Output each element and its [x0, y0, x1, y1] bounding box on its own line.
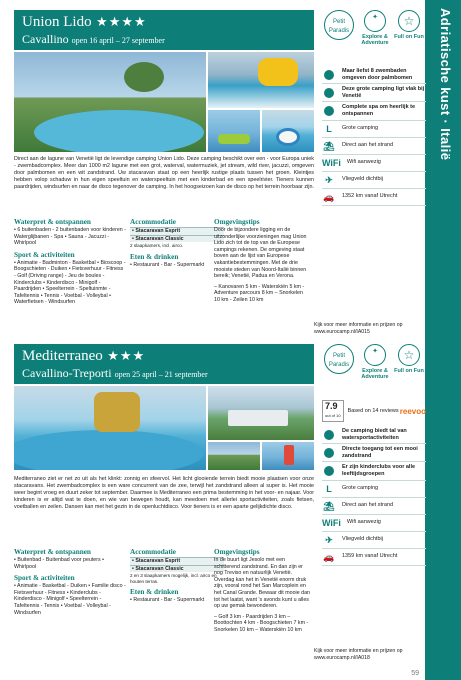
water-heading: Waterpret & ontspannen: [14, 548, 91, 556]
fun-label: Full on Fun: [394, 34, 424, 40]
food-heading: Eten & drinken: [130, 588, 179, 597]
campsite-photo: [208, 442, 260, 470]
sail-shape: [284, 445, 294, 465]
palm-shape: [124, 62, 164, 92]
pool-water-shape: [14, 430, 204, 470]
theme-badges: [322, 344, 426, 386]
slide-shape: [94, 392, 140, 432]
review-score-value: 7.9: [325, 401, 338, 411]
fact-text: 1359 km vanaf Utrecht: [342, 553, 398, 560]
accommodation-column: [130, 218, 224, 268]
more-info-link[interactable]: Kijk voor meer informatie en prijzen op www.eurocamp.nl/IA015: [314, 322, 403, 335]
fact-item: [322, 121, 426, 138]
explore-badge: [358, 344, 392, 380]
fact-item: [322, 515, 426, 532]
camping-name: Union Lido: [22, 14, 92, 30]
footprints-icon: ✦: [364, 344, 386, 366]
star-rating: ★★★★: [96, 14, 147, 29]
fact-item: [322, 498, 426, 515]
sport-text: • Animatie - Badminton - Basketbal • Bioscoop - Boogschieten - Duiken • Fietsverhuur - Fitness - Golf (Driving range) - Jeu de boules - Kinderclubs • Kinderdisco - Minigolf - Paardrijden • Speelterrein - Speltuinmte - Tafeltennis • Tennis - Voetbal - Volleybal • Waterfietsen - Windsurfen: [14, 259, 126, 306]
highlight-text: Er zijn kinderclubs voor alle leeftijdsgroepen: [342, 464, 416, 477]
page-number: 59: [411, 670, 419, 677]
fact-item: [322, 155, 426, 172]
review-count: Based on 14 reviews: [347, 408, 399, 414]
surroundings-heading: Omgevingstips: [214, 548, 260, 556]
camping-union-lido: [14, 10, 425, 346]
beach-icon: ⛱: [323, 140, 335, 151]
fun-badge: [392, 344, 426, 374]
bullet-icon: [324, 430, 334, 440]
ring-shape: [276, 128, 300, 146]
highlight-text: Deze grote camping ligt vlak bij Venetië: [342, 86, 425, 99]
surroundings-heading: Omgevingstips: [214, 218, 260, 226]
camping-period: open 25 april – 21 september: [114, 370, 208, 379]
fun-badge: [392, 10, 426, 40]
fact-text: Wifi aanwezig: [346, 159, 381, 166]
camping-description: Direct aan de lagune van Venetië ligt de levendige camping Union Lido. Deze camping beschikt over een - voor Europa uniek - zwembadcomplex. Meer dan 1000 m2 lagune met een grot, waterval, watermuziek, jet stream, wild river, jacuzzi, omgeven door palmbomen en een wit zandstrand. Uw stacaravan staat op een heerlijk rustige plaats tussen het groen. Kleintjes hebben volop schaduw in hun eigen speeltuin en waterspeeltuin met een kinderbad en een speelrivier. Tieners kunnen paardrijden, windsurfen en naar de disco tegenover de camping. In het hoogseizoen kan de disco op het terrein hoorbaar zijn.: [14, 156, 314, 190]
water-column: [14, 218, 126, 306]
mobile-homes-photo: [208, 386, 314, 440]
airplane-icon: ✈: [325, 534, 333, 545]
camping-period: open 16 april – 27 september: [71, 36, 165, 45]
wifi-icon: WiFi: [322, 517, 341, 528]
windsurf-photo: [262, 442, 314, 470]
surroundings-text: Door de bijzondere ligging en de uitzonderlijke voorzieningen mag Union Lido zich tot de top van de Europese campings rekenen. De omgeving staat boven aan de lijst van Europese vakantiebestemmingen. Met de drie mooiste steden van Noord-Italië binnen bereik; Venetië, Padua en Verona.: [214, 227, 307, 280]
explore-label: Explore & Adventure: [361, 34, 389, 46]
water-heading: Waterpret & ontspannen: [14, 218, 91, 226]
camping-description: Mediterraneo ziet er net zo uit als het klinkt: zonnig en sfeervol. Het licht glooiende terrein biedt mooie plaatsen voor onze stacaravans. Het zwembadcomplex is een ware concurrent van de zee, terwijl het zandstrand alleen al super is. Het mooie weer begint vroeg en duurt zeker tot september. Daarmee is Mediterraneo een prima bestemming in het voor- en najaar. Voor kinderen is er altijd wat te doen, en wie van bewegen houdt, kan meedoen met allerlei sportactiviteiten, zoals fietsen, voetballen en zeilen. Dansen kan met het gezin in de openluchtdisco. Voor tieners is er een aparte gelijkdichte disco.: [14, 476, 314, 510]
airplane-icon: ✈: [325, 174, 333, 185]
food-text: • Restaurant - Bar - Supermarkt: [130, 261, 205, 268]
accommodation-item: • Stacaravan Esprit: [130, 227, 224, 235]
large-camping-icon: L: [326, 123, 332, 134]
fact-item: [322, 549, 426, 566]
inflatable-shape: [218, 134, 250, 144]
wifi-icon: WiFi: [322, 157, 341, 168]
accommodation-note: 2 slaapkamers, incl. airco.: [130, 243, 184, 249]
slide-shape: [258, 58, 298, 86]
region-label: Adriatische kust · Italië: [438, 8, 453, 161]
accommodation-heading: Accommodatie: [130, 548, 176, 556]
highlight-text: Maar liefst 8 zwembaden omgeven door palmbomen: [342, 68, 413, 81]
water-text: • 6 buitenbaden - 2 buitenbaden voor kinderen - Waterglijbanen - Spa • Sauna - Jacuzzi - Whirlpool: [14, 227, 126, 247]
highlight-item: [322, 462, 426, 480]
star-rating: ★★★: [107, 348, 146, 363]
more-info-link[interactable]: Kijk voor meer informatie en prijzen op www.eurocamp.nl/IA018: [314, 648, 403, 661]
fact-item: [322, 172, 426, 189]
explore-label: Explore & Adventure: [361, 368, 389, 380]
highlight-item: [322, 66, 426, 84]
fact-item: [322, 481, 426, 498]
water-text: • Buitenbad - Buitenbad voor peuters • Whirlpool: [14, 557, 104, 570]
fact-text: Grote camping: [342, 125, 379, 132]
fact-text: Wifi aanwezig: [346, 519, 381, 526]
caravan-shape: [228, 410, 288, 426]
slide-pool-photo: [262, 110, 314, 152]
accommodation-item: • Stacaravan Classic: [130, 565, 224, 573]
fact-text: Grote camping: [342, 485, 379, 492]
camping-name: Mediterraneo: [22, 348, 103, 364]
petit-paradis-badge: [322, 10, 356, 40]
pool-photo: [14, 386, 206, 470]
fact-text: 1352 km vanaf Utrecht: [342, 193, 398, 200]
water-column: [14, 548, 126, 616]
highlight-text: De camping biedt tal van watersportactiviteiten: [342, 428, 407, 441]
accommodation-item: • Stacaravan Classic: [130, 235, 224, 243]
highlight-text: Directe toegang tot een mooi zandstrand: [342, 446, 418, 459]
pool-water-shape: [34, 110, 204, 152]
accommodation-item: • Stacaravan Esprit: [130, 557, 224, 565]
highlight-item: [322, 444, 426, 462]
surroundings-column: [214, 218, 310, 304]
petit-paradis-icon: Petit Paradis: [324, 344, 354, 374]
car-icon: 🚗: [323, 551, 335, 562]
sport-heading: Sport & activiteiten: [14, 574, 75, 583]
review-score: [322, 400, 344, 422]
reevoo-logo: reevoo: [399, 406, 426, 416]
car-icon: 🚗: [323, 191, 335, 202]
fact-list: [322, 66, 426, 206]
fact-text: Vliegveld dichtbij: [342, 176, 383, 183]
sport-text: • Animatie - Basketbal - Duiken • Familie disco - Fietsverhuur - Fitness • Kinderclubs - Kinderdisco - Minigolf • Speelterrein - Tafeltennis - Tennis • Voetbal - Volleybal - Windsurfen: [14, 583, 126, 616]
camping-location: Cavallino: [22, 32, 69, 46]
fact-item: [322, 138, 426, 155]
highlight-item: [322, 102, 426, 120]
bullet-icon: [324, 448, 334, 458]
food-text: • Restaurant - Bar - Supermarkt: [130, 597, 205, 604]
beach-icon: ⛱: [323, 500, 335, 511]
accommodation-heading: Accommodatie: [130, 218, 176, 226]
highlight-item: [322, 84, 426, 102]
bullet-icon: [324, 106, 334, 116]
fun-label: Full on Fun: [394, 368, 424, 374]
surroundings-text: In de buurt ligt Jesolo met een schitterend zandstrand. En dan zijn er nog Treviso en natuurlijk Venetië. Overdag kan het in Venetië enorm druk zijn, vooral rond het San Marcoplein en het Canal Grande. Bewaar dit mooie dan tot het laatst, want 's avonds kunt u alles op uw gemak bewonderen.: [214, 557, 310, 610]
highlight-text: Complete spa om heerlijk te ontspannen: [342, 104, 416, 117]
review-rating: [322, 398, 426, 426]
region-side-tab: [425, 0, 461, 680]
bullet-icon: [324, 70, 334, 80]
fact-text: Direct aan het strand: [342, 142, 394, 149]
food-heading: Eten & drinken: [130, 252, 179, 261]
camping-header: [14, 10, 314, 50]
review-scale: out of 10: [325, 413, 341, 418]
fact-item: [322, 532, 426, 549]
surroundings-column: [214, 548, 310, 634]
camping-location: Cavallino-Treporti: [22, 366, 112, 380]
fact-text: Direct aan het strand: [342, 502, 394, 509]
explore-badge: [358, 10, 392, 46]
accommodation-column: [130, 548, 224, 604]
sport-heading: Sport & activiteiten: [14, 250, 75, 259]
camping-header: [14, 344, 314, 384]
distances-text: – Golf 3 km - Paardrijden 3 km – Boottochten 4 km - Boogschieten 7 km - Snorkelen 10 km – Waterskiën 10 km: [214, 613, 309, 633]
bullet-icon: [324, 88, 334, 98]
watersport-photo: [208, 110, 260, 152]
bullet-icon: [324, 466, 334, 476]
theme-badges: [322, 10, 426, 52]
pool-photo: [14, 52, 206, 152]
petit-paradis-badge: [322, 344, 356, 374]
waterslide-photo: [208, 52, 314, 108]
fact-text: Vliegveld dichtbij: [342, 536, 383, 543]
fact-list: [322, 398, 426, 566]
fact-item: [322, 189, 426, 206]
distances-text: – Kanovaren 5 km - Waterskiën 5 km - Adventure parcours 8 km – Snorkelen 10 km - Zeilen 10 km: [214, 283, 305, 303]
footprints-icon: ✦: [364, 10, 386, 32]
large-camping-icon: L: [326, 483, 332, 494]
camping-mediterraneo: [14, 344, 425, 674]
star-icon: ☆: [398, 10, 420, 32]
star-icon: ☆: [398, 344, 420, 366]
petit-paradis-icon: Petit Paradis: [324, 10, 354, 40]
accommodation-note: 2 en 3 slaapkamers mogelijk, incl. airco en houten terras.: [130, 573, 217, 584]
highlight-item: [322, 426, 426, 444]
